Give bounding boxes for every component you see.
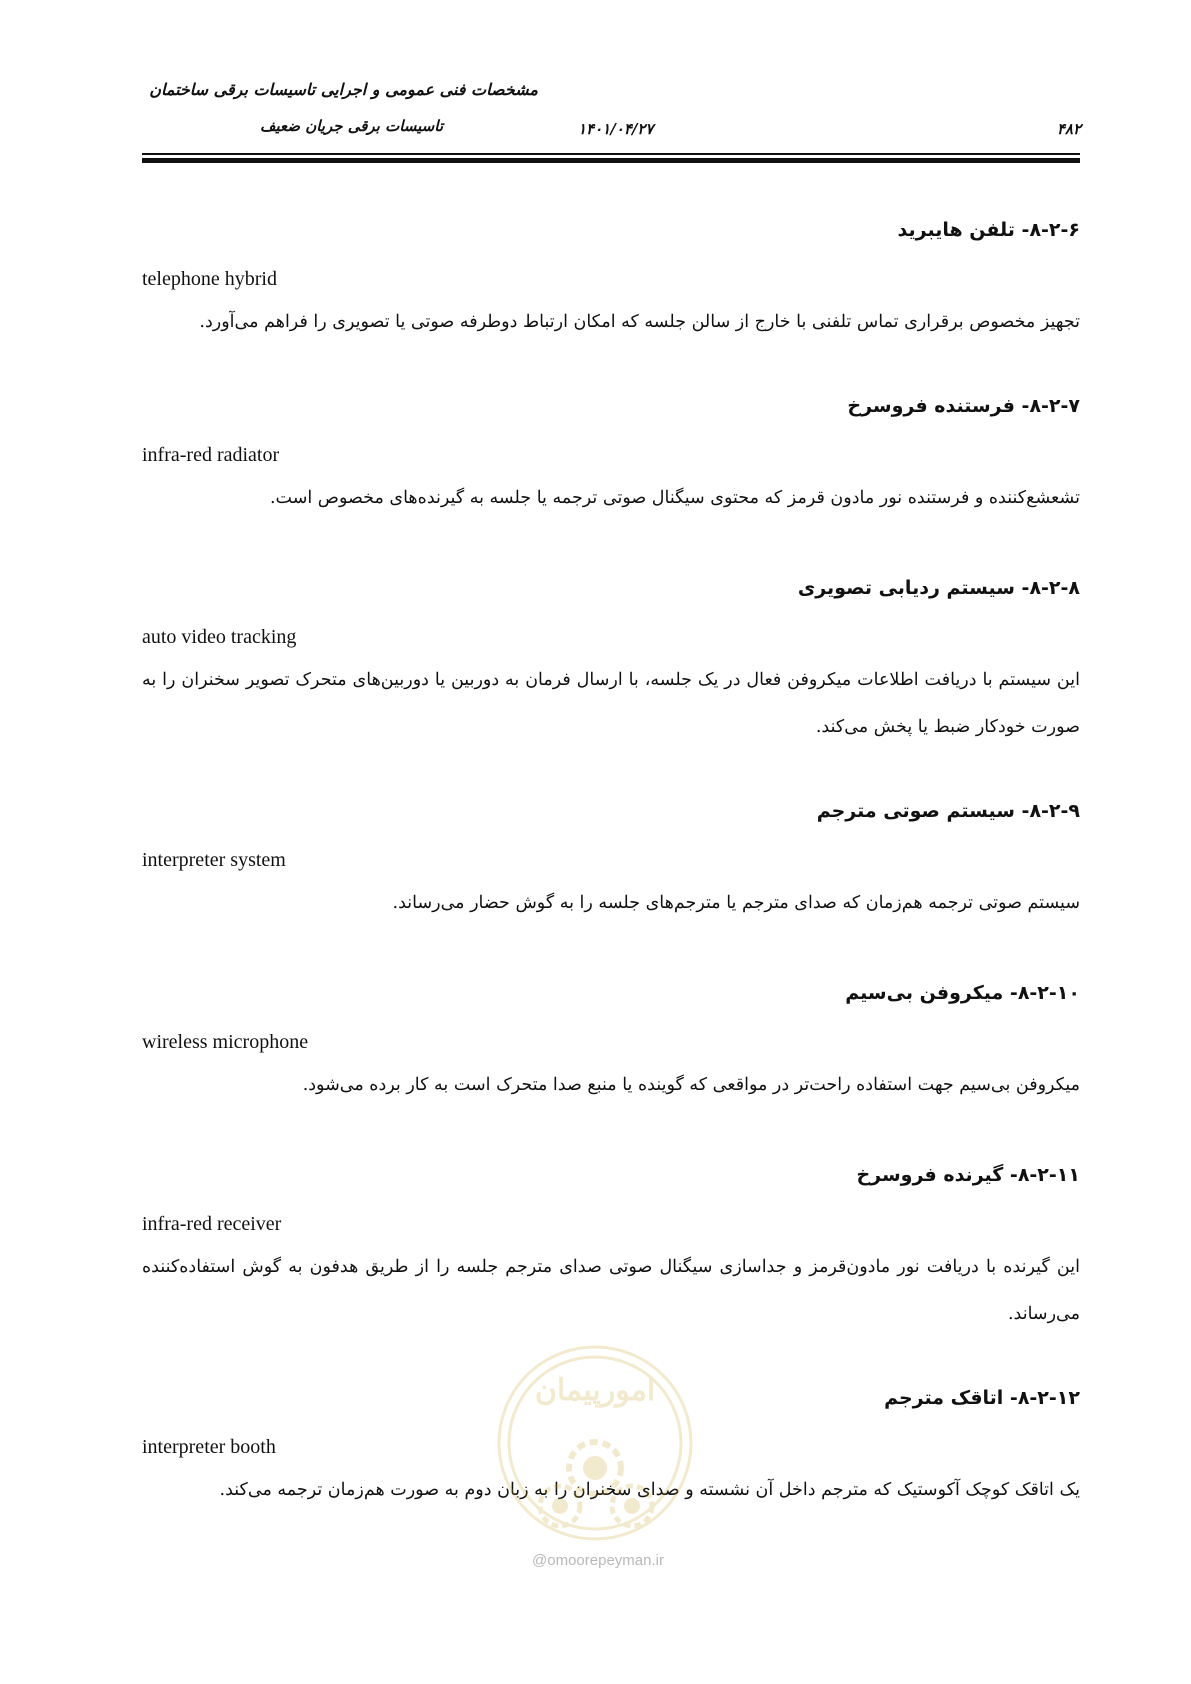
entry-description: سیستم صوتی ترجمه هم‌زمان که صدای مترجم یا مترجم‌های جلسه را به گوش حضار می‌رساند. [392,893,1080,913]
entry-heading: ۸-۲-۱۲- اتاقک مترجم [884,1387,1080,1409]
document-title: مشخصات فنی عمومی و اجرایی تاسیسات برقی ساختمان [149,80,538,99]
entry-wireless-microphone [142,963,1080,1109]
entry-term: infra-red receiver [142,1213,282,1235]
entry-description: تجهیز مخصوص برقراری تماس تلفنی با خارج از سالن جلسه که امکان ارتباط دوطرفه صوتی یا تصویری را فراهم می‌آورد. [199,312,1080,332]
page-number: ۴۸۲ [1056,120,1081,138]
entry-heading: ۸-۲-۱۱- گیرنده فروسرخ [856,1164,1080,1186]
entry-term: telephone hybrid [142,268,277,290]
entry-description: این گیرنده با دریافت نور مادون‌قرمز و جداسازی سیگنال صوتی صدای مترجم جلسه را از طریق هدفون به گوش استفاده‌کننده می‌رساند. [142,1257,1080,1324]
entry-term: interpreter booth [142,1436,276,1458]
entry-description: این سیستم با دریافت اطلاعات میکروفن فعال در یک جلسه، با ارسال فرمان به دوربین یا دوربین‌های متحرک تصویر سخنران را به صورت خودکار ضبط یا پخش می‌کند. [142,670,1080,737]
entry-description: تشعشع‌کننده و فرستنده نور مادون قرمز که محتوی سیگنال صوتی ترجمه یا جلسه به گیرنده‌های مخصوص است. [269,488,1080,508]
entry-heading: ۸-۲-۸- سیستم ردیابی تصویری [797,577,1080,599]
entry-interpreter-system [142,781,1080,927]
watermark-logo-text: امورپیمان [534,1373,656,1408]
entry-description: یک اتاقک کوچک آکوستیک که مترجم داخل آن نشسته و صدای سخنران را به زبان دوم به صورت هم‌زمان ترجمه می‌کند. [219,1480,1080,1500]
entry-heading: ۸-۲-۹- سیستم صوتی مترجم [816,800,1080,822]
entry-term: wireless microphone [142,1031,309,1053]
entry-interpreter-booth [142,1368,1080,1514]
page-content [142,200,1080,1514]
entry-term: auto video tracking [142,626,297,648]
entry-term: interpreter system [142,849,286,871]
entry-term: infra-red radiator [142,444,280,466]
section-name: تاسیسات برقی جریان ضعیف [259,117,443,135]
entry-infra-red-radiator [142,376,1080,522]
entry-heading: ۸-۲-۶- تلفن هایبرید [897,219,1080,241]
watermark-site: @omoorepeyman.ir [532,1552,664,1569]
header-date: ۱۴۰۱/۰۴/۲۷ [578,120,654,138]
entry-infra-red-receiver [142,1145,1080,1338]
page-header [0,0,1191,170]
entry-heading: ۸-۲-۱۰- میکروفن بی‌سیم [845,982,1080,1004]
entry-auto-video-tracking [142,558,1080,751]
header-rule-thin [142,153,1080,155]
entry-telephone-hybrid [142,200,1080,346]
header-rule-thick [142,158,1080,163]
entry-heading: ۸-۲-۷- فرستنده فروسرخ [847,395,1080,417]
entry-description: میکروفن بی‌سیم جهت استفاده راحت‌تر در مواقعی که گوینده یا منبع صدا متحرک است به کار برده می‌شود. [302,1075,1080,1095]
